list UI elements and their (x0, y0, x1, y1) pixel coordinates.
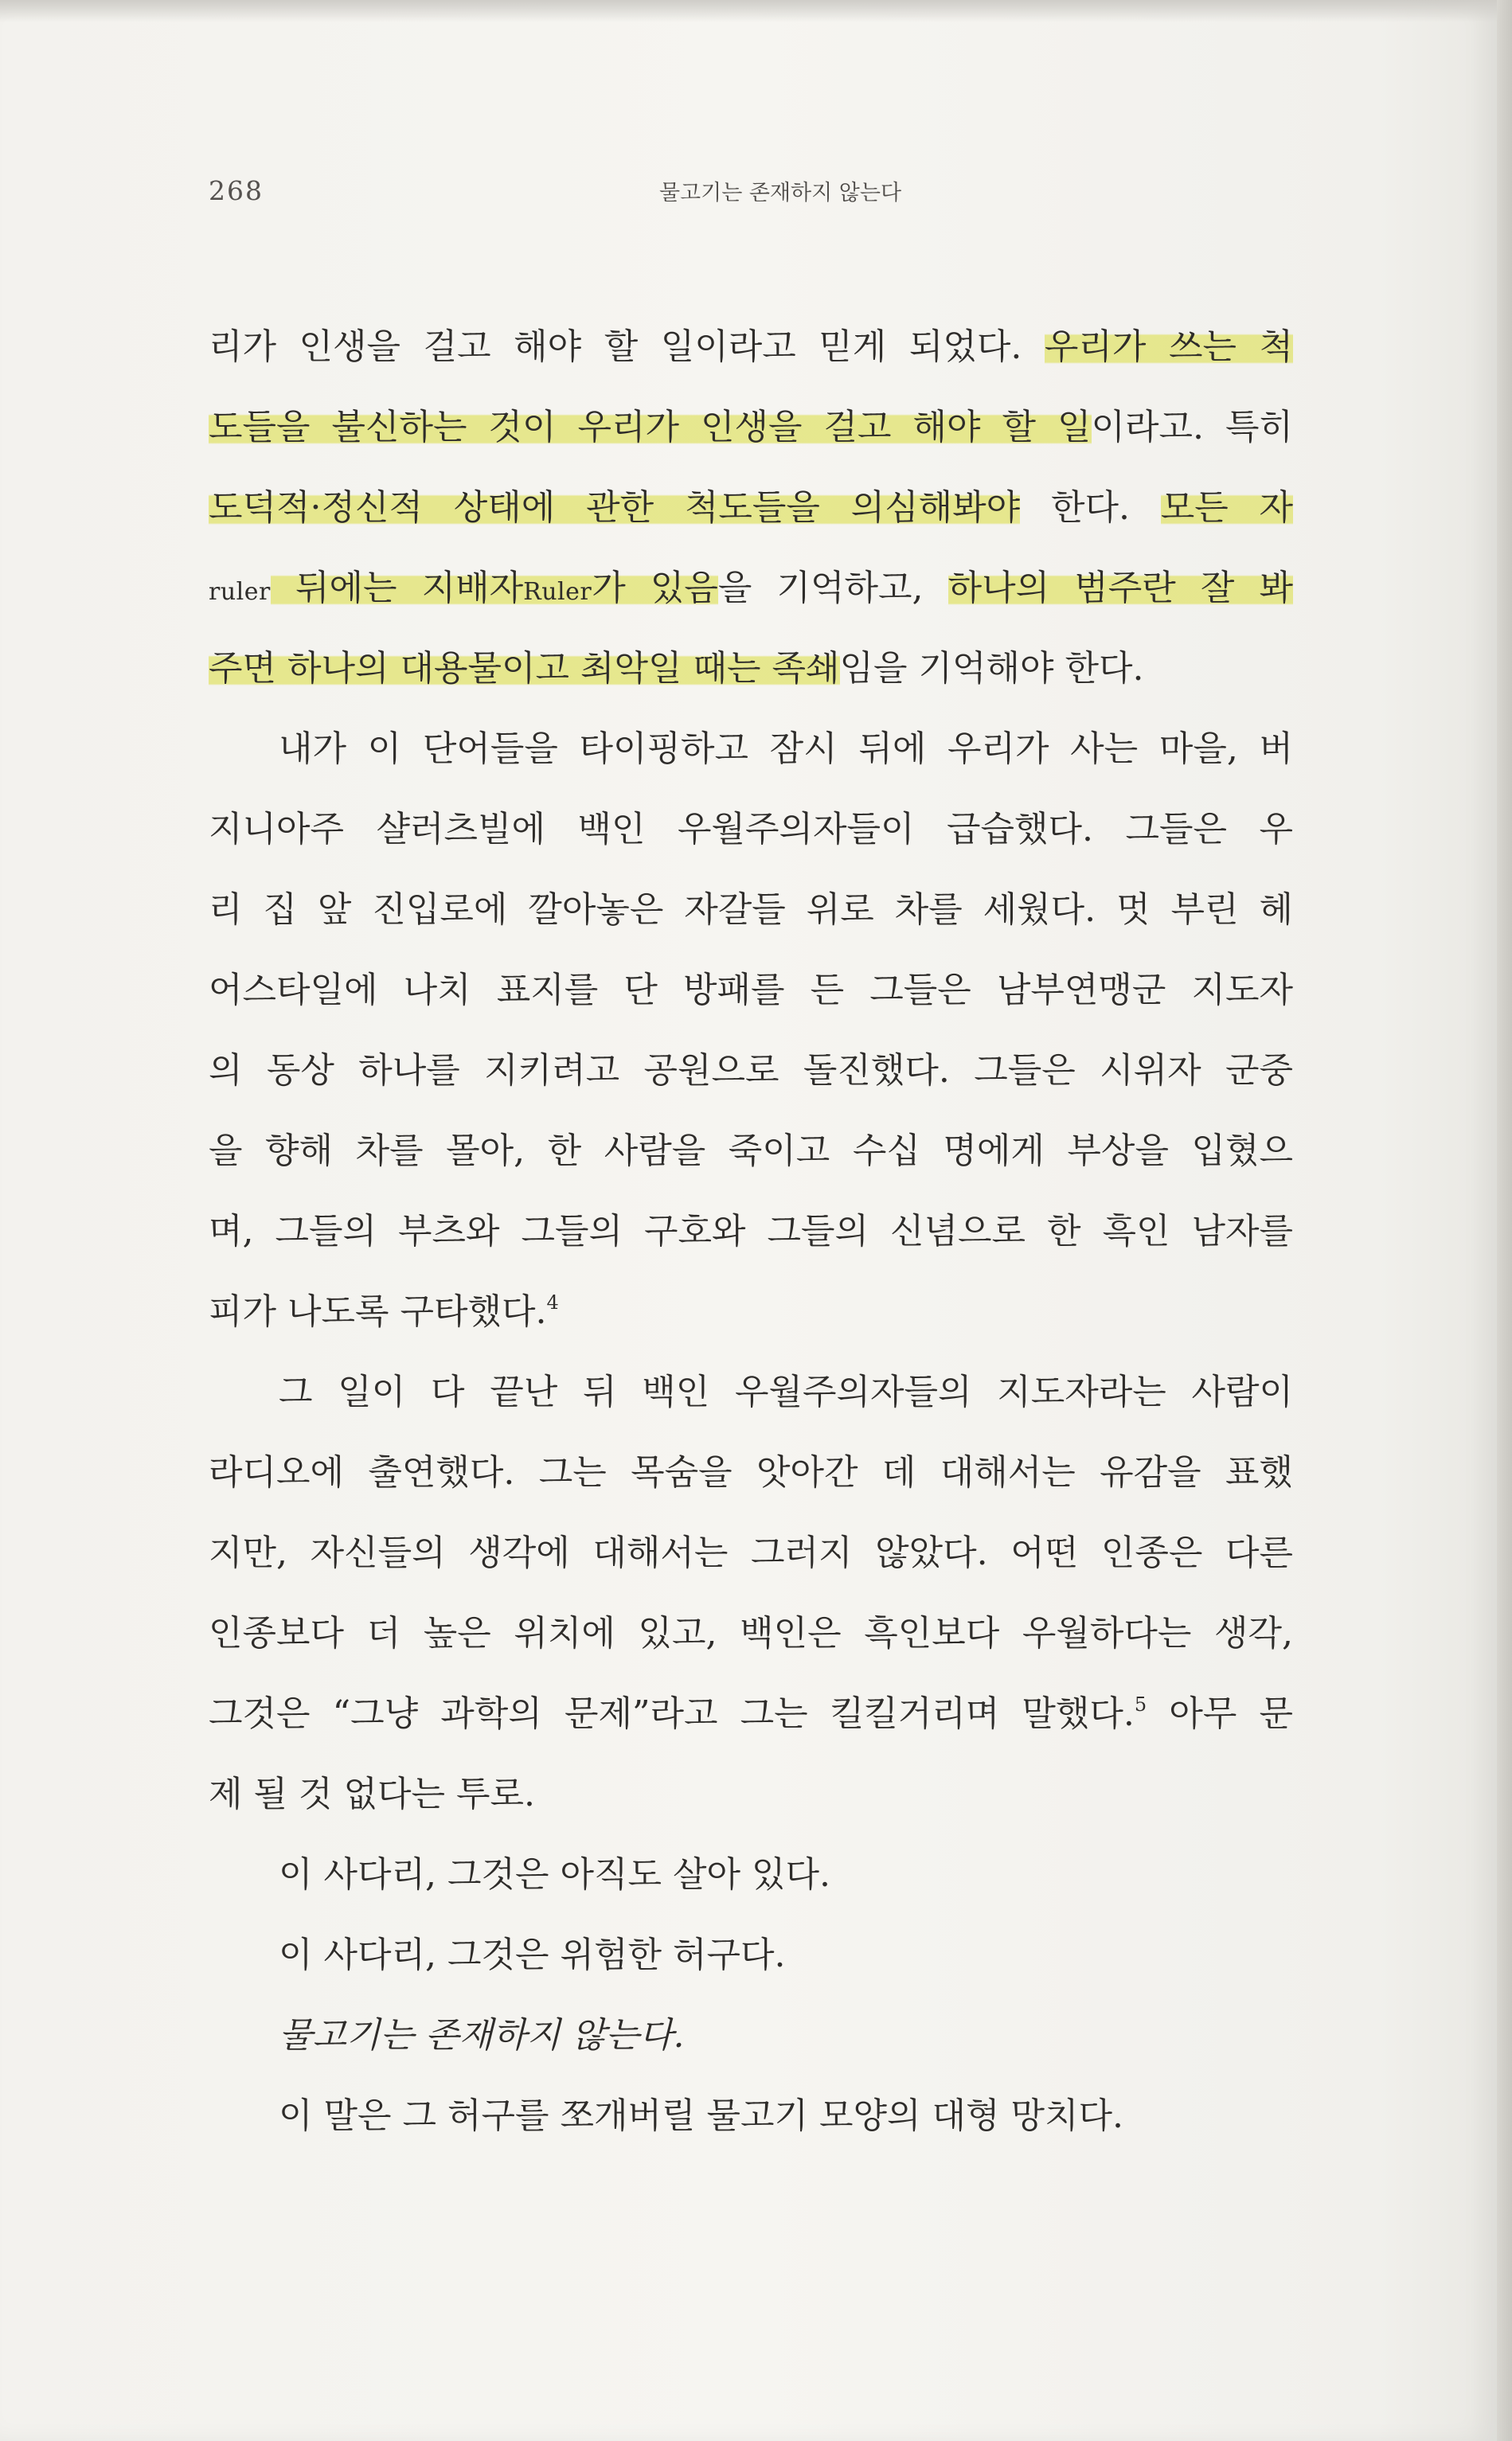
text-run: 뒤에는 지배자 (270, 568, 524, 608)
text-line (209, 1995, 1293, 2076)
page-number: 268 (209, 175, 264, 206)
text-line: 이 말은 그 허구를 쪼개버릴 물고기 모양의 대형 망치다. (279, 2095, 1123, 2136)
text-run: 아무 문 (1147, 1693, 1293, 1734)
text-run: 가 있음 (592, 568, 718, 608)
highlighted-text: 도들을 불신하는 것이 우리가 인생을 걸고 해야 할 일 (209, 407, 1092, 447)
text-line: 라디오에 출연했다. 그는 목숨을 앗아간 데 대해서는 유감을 표했 (209, 1452, 1293, 1493)
text-line: 어스타일에 나치 표지를 단 방패를 든 그들은 남부연맹군 지도자 (209, 970, 1293, 1010)
running-head (0, 175, 1497, 215)
text-line: 이 사다리, 그것은 아직도 살아 있다. (279, 1854, 830, 1895)
highlighted-text: 모든 자 (1160, 487, 1294, 528)
highlighted-text (271, 568, 718, 608)
text-line (209, 548, 1293, 628)
running-title: 물고기는 존재하지 않는다 (658, 181, 902, 205)
text-line: 며, 그들의 부츠와 그들의 구호와 그들의 신념으로 한 흑인 남자를 (209, 1211, 1293, 1252)
text-line: 내가 이 단어들을 타이핑하고 잠시 뒤에 우리가 사는 마을, 버 (279, 728, 1293, 769)
text-line (209, 628, 1293, 709)
italic-title: 물고기는 존재하지 않는다. (279, 2015, 685, 2056)
page-edge (1497, 0, 1512, 2441)
text-run: 피가 나도록 구타했다. (209, 1291, 547, 1332)
text-run: 한다. (1020, 487, 1161, 528)
text-line (209, 307, 1293, 387)
highlighted-text: 도덕적·정신적 상태에 관한 척도들을 의심해봐야 (209, 487, 1021, 528)
text-line: 리 집 앞 진입로에 깔아놓은 자갈들 위로 차를 세웠다. 멋 부린 헤 (209, 889, 1293, 930)
latin-word: ruler (209, 578, 271, 606)
text-line (209, 1271, 1293, 1352)
text-line: 인종보다 더 높은 위치에 있고, 백인은 흑인보다 우월하다는 생각, (209, 1613, 1293, 1654)
text-line (209, 467, 1293, 548)
text-run: 임을 기억해야 한다. (839, 648, 1144, 689)
text-line (209, 387, 1293, 467)
text-line: 지만, 자신들의 생각에 대해서는 그러지 않았다. 어떤 인종은 다른 (209, 1533, 1293, 1573)
footnote-marker: 4 (546, 1291, 559, 1314)
text-run: 리가 인생을 걸고 해야 할 일이라고 믿게 되었다. (209, 326, 1045, 367)
highlighted-text: 주면 하나의 대용물이고 최악일 때는 족쇄 (209, 648, 840, 689)
footnote-marker: 5 (1134, 1693, 1147, 1716)
text-run: 그것은 “그냥 과학의 문제”라고 그는 킬킬거리며 말했다. (209, 1693, 1135, 1734)
text-run: 을 기억하고, (717, 568, 948, 608)
text-line: 을 향해 차를 몰아, 한 사람을 죽이고 수십 명에게 부상을 입혔으 (209, 1131, 1293, 1171)
body-text (209, 307, 1293, 2156)
latin-word: Ruler (523, 578, 592, 606)
text-line: 지니아주 샬러츠빌에 백인 우월주의자들이 급습했다. 그들은 우 (209, 809, 1293, 849)
text-run: 이라고. 특히 (1091, 407, 1293, 447)
page-top-shadow (0, 0, 1512, 22)
text-line: 제 될 것 없다는 투로. (209, 1774, 535, 1814)
text-line: 이 사다리, 그것은 위험한 허구다. (279, 1935, 786, 1975)
highlighted-text: 우리가 쓰는 척 (1044, 326, 1293, 367)
text-line: 그 일이 다 끝난 뒤 백인 우월주의자들의 지도자라는 사람이 (279, 1372, 1293, 1412)
highlighted-text: 하나의 범주란 잘 봐 (947, 568, 1294, 608)
text-line: 의 동상 하나를 지키려고 공원으로 돌진했다. 그들은 시위자 군중 (209, 1050, 1293, 1091)
text-line (209, 1674, 1293, 1754)
